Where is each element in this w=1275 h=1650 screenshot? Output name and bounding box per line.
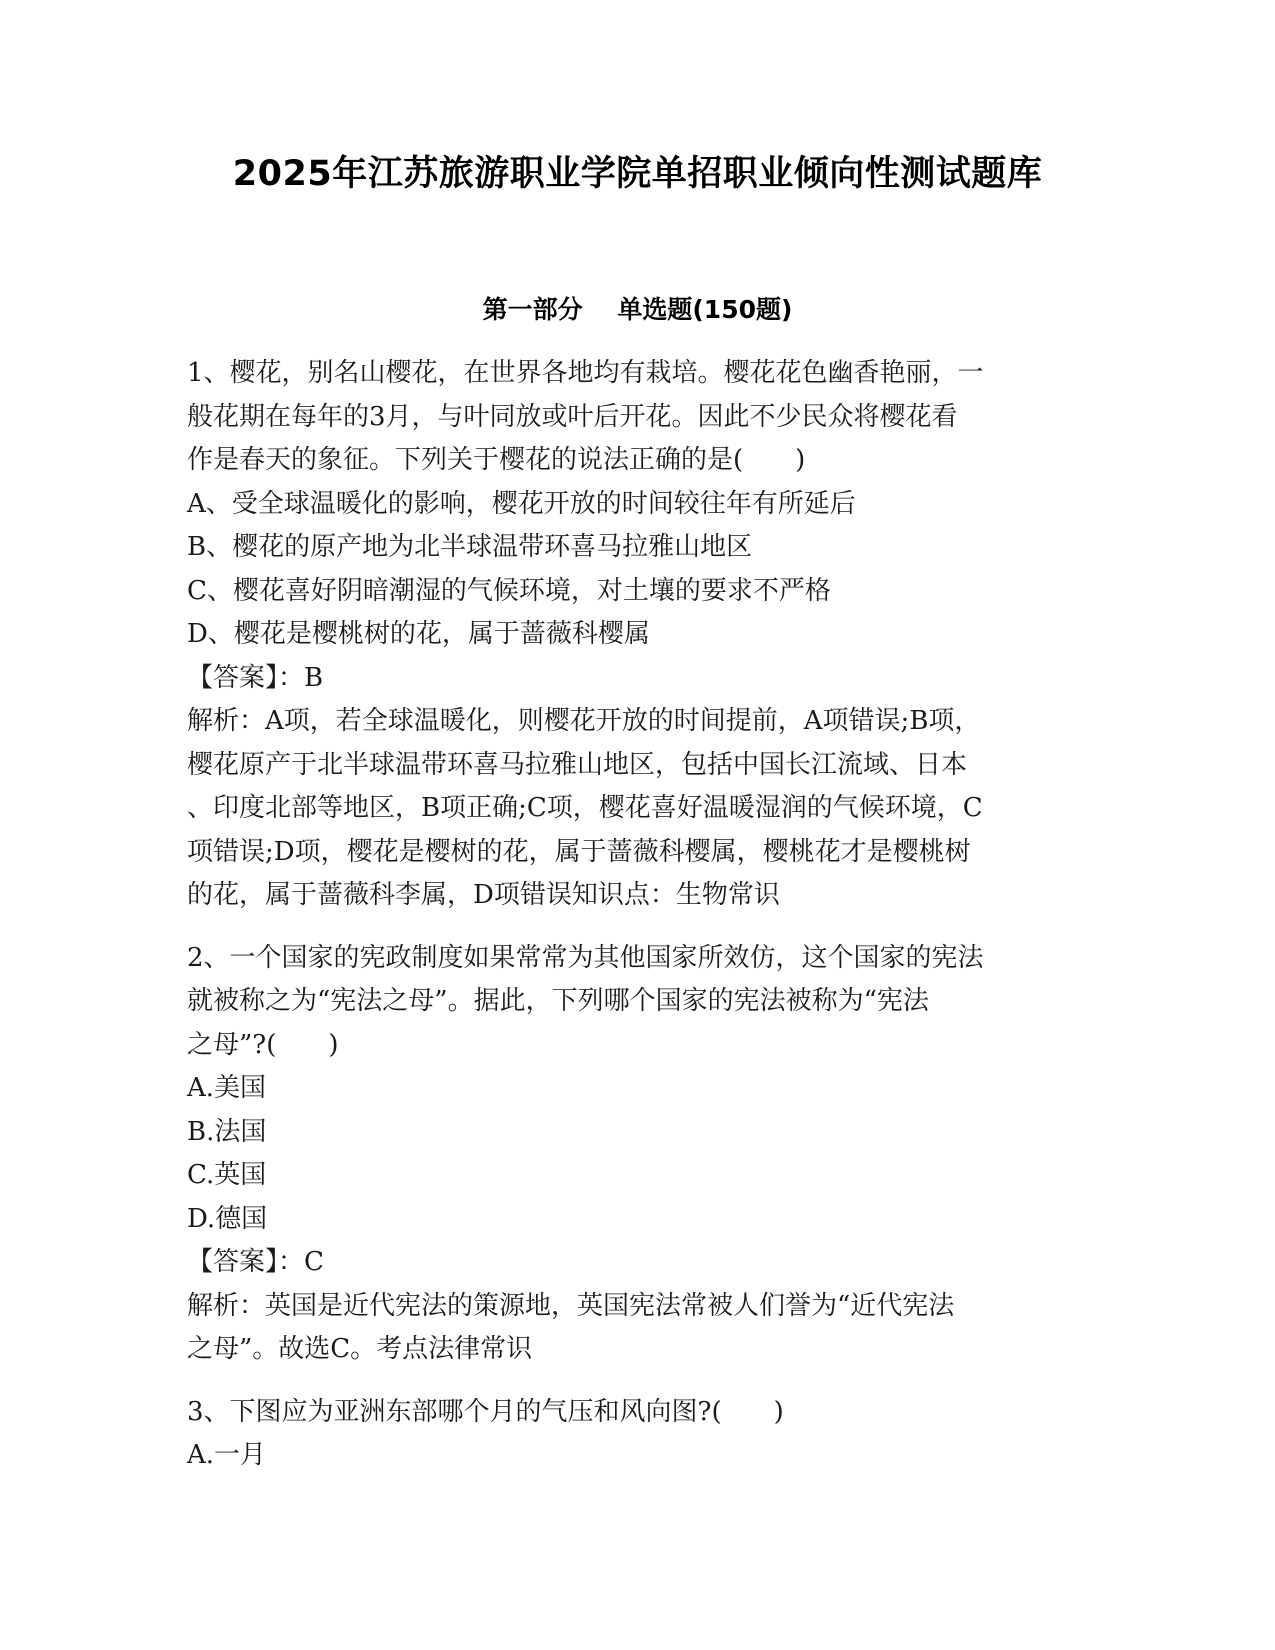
option-c: C.英国 (187, 1160, 267, 1190)
answer-line: 【答案】：C (187, 1247, 324, 1277)
analysis-line: 的花，属于蔷薇科李属，D项错误知识点：生物常识 (187, 880, 780, 910)
analysis-line: 、印度北部等地区，B项正确;C项，樱花喜好温暖湿润的气候环境，C (187, 793, 983, 823)
question-stem-line: 作是春天的象征。下列关于樱花的说法正确的是( ) (187, 445, 806, 475)
analysis-line: 解析：A项，若全球温暖化，则樱花开放的时间提前，A项错误;B项， (187, 706, 981, 736)
option-d: D.德国 (187, 1203, 268, 1234)
question-1 (187, 352, 1087, 918)
option-a: A、受全球温暖化的影响，樱花开放的时间较往年有所延后 (187, 488, 856, 519)
question-stem-line: 就被称之为“宪法之母”。据此，下列哪个国家的宪法被称为“宪法 (187, 986, 929, 1016)
analysis-line: 之母”。故选C。考点法律常识 (187, 1334, 533, 1364)
question-stem-line: 般花期在每年的3月，与叶同放或叶后开花。因此不少民众将樱花看 (187, 401, 958, 432)
option-d: D、樱花是樱桃树的花，属于蔷薇科樱属 (187, 619, 650, 649)
question-stem-line: 之母”?( ) (187, 1029, 339, 1060)
section-heading: 第一部分 单选题(150题) (482, 295, 793, 324)
question-stem-line: 2、一个国家的宪政制度如果常常为其他国家所效仿，这个国家的宪法 (187, 942, 984, 973)
option-a: A.一月 (187, 1440, 267, 1470)
document-title: 2025年江苏旅游职业学院单招职业倾向性测试题库 (232, 154, 1043, 194)
question-2 (187, 937, 1087, 1372)
question-stem-line: 1、樱花，别名山樱花，在世界各地均有栽培。樱花花色幽香艳丽，一 (187, 358, 984, 388)
question-list (187, 352, 1087, 1497)
analysis-line: 解析：英国是近代宪法的策源地，英国宪法常被人们誉为“近代宪法 (187, 1290, 955, 1321)
question-stem-line: 3、下图应为亚洲东部哪个月的气压和风向图?( ) (187, 1396, 784, 1427)
analysis-line: 项错误;D项，樱花是樱树的花，属于蔷薇科樱属，樱桃花才是樱桃树 (187, 836, 971, 867)
analysis-line: 樱花原产于北半球温带环喜马拉雅山地区，包括中国长江流域、日本 (187, 749, 968, 780)
answer-line: 【答案】：B (187, 662, 324, 693)
option-b: B.法国 (187, 1116, 267, 1147)
option-b: B、樱花的原产地为北半球温带环喜马拉雅山地区 (187, 532, 753, 562)
question-3 (187, 1391, 1087, 1478)
option-c: C、樱花喜好阴暗潮湿的气候环境，对土壤的要求不严格 (187, 575, 831, 606)
option-a: A.美国 (187, 1073, 267, 1103)
